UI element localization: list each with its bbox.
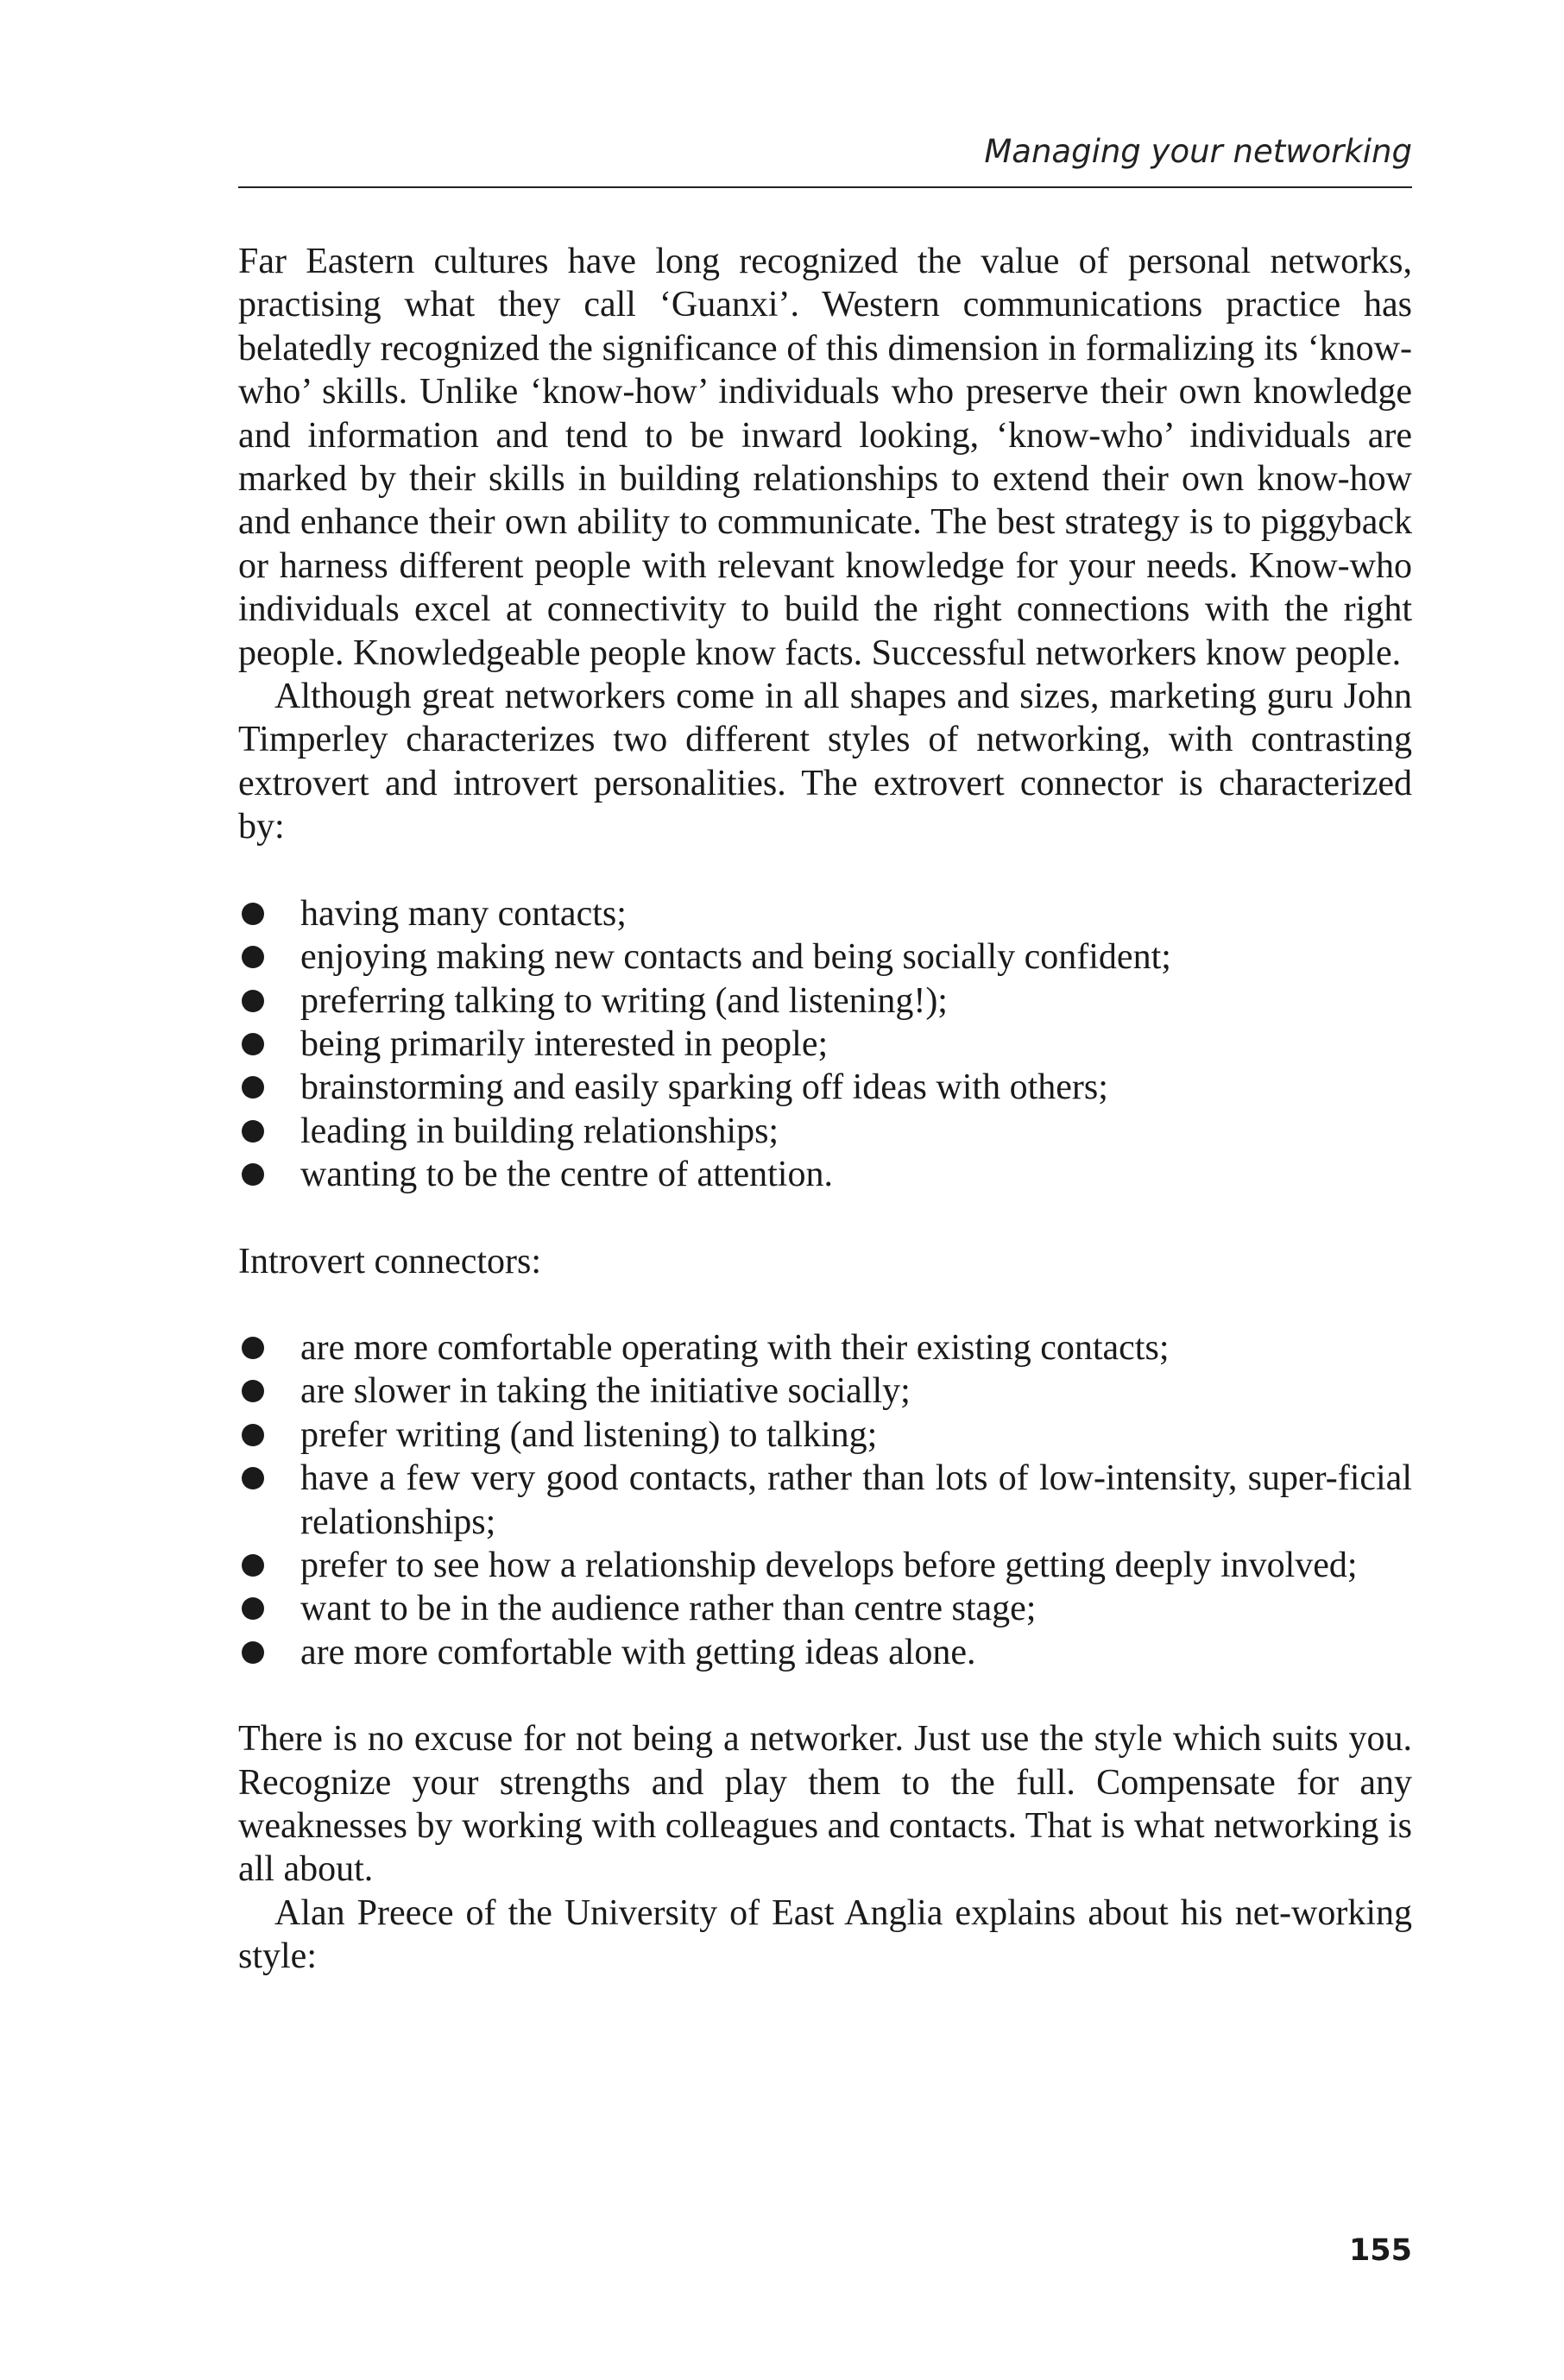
list-item: brainstorming and easily sparking off ideas with others; bbox=[238, 1066, 1412, 1109]
bullet-dot-icon bbox=[242, 1163, 264, 1186]
list-item: having many contacts; bbox=[238, 892, 1412, 935]
list-item: being primarily interested in people; bbox=[238, 1023, 1412, 1066]
page-body bbox=[238, 240, 1412, 1979]
list-item: have a few very good contacts, rather than lots of low-intensity, super-ficial relationships; bbox=[238, 1457, 1412, 1544]
bullet-dot-icon bbox=[242, 1641, 264, 1664]
list-item: are more comfortable with getting ideas alone. bbox=[238, 1631, 1412, 1674]
bullet-dot-icon bbox=[242, 1380, 264, 1402]
introvert-lead: Introvert connectors: bbox=[238, 1241, 542, 1281]
paragraph-alan-preece: Alan Preece of the University of East Anglia explains about his net-working style: bbox=[238, 1892, 1412, 1977]
list-item: are slower in taking the initiative socially; bbox=[238, 1369, 1412, 1413]
introvert-traits-list bbox=[238, 1326, 1412, 1674]
page-number: 155 bbox=[1348, 2233, 1412, 2268]
paragraph-no-excuse: There is no excuse for not being a networker. Just use the style which suits you. Recognize your strengths and play them to the full. Compensate for any weaknesses by working with colleagues and contacts. That is what networking is all about. bbox=[238, 1719, 1412, 1890]
list-item: are more comfortable operating with their existing contacts; bbox=[238, 1326, 1412, 1369]
list-item: enjoying making new contacts and being socially confident; bbox=[238, 935, 1412, 979]
bullet-dot-icon bbox=[242, 1337, 264, 1359]
header-rule bbox=[238, 186, 1412, 188]
bullet-dot-icon bbox=[242, 1554, 264, 1577]
bullet-dot-icon bbox=[242, 1597, 264, 1620]
bullet-dot-icon bbox=[242, 990, 264, 1012]
list-item: preferring talking to writing (and listening!); bbox=[238, 979, 1412, 1023]
list-item: prefer to see how a relationship develops before getting deeply involved; bbox=[238, 1544, 1412, 1587]
list-item: prefer writing (and listening) to talking; bbox=[238, 1414, 1412, 1457]
extrovert-traits-list bbox=[238, 892, 1412, 1197]
list-item: want to be in the audience rather than centre stage; bbox=[238, 1587, 1412, 1630]
bullet-dot-icon bbox=[242, 1424, 264, 1446]
bullet-dot-icon bbox=[242, 1033, 264, 1055]
paragraph-guanxi: Far Eastern cultures have long recognized the value of personal networks, practising what they call ‘Guanxi’. Western communications practice has belatedly recognized the significance of this dimension in formalizing its ‘know-who’ skills. Unlike ‘know-how’ individuals who preserve their own knowledge and information and tend to be inward looking, ‘know-who’ individuals are marked by their skills in building relationships to extend their own know-how and enhance their own ability to communicate. The best strategy is to piggyback or harness different people with relevant knowledge for your needs. Know-who individuals excel at connectivity to build the right connections with the right people. Knowledgeable people know facts. Successful networkers know people. bbox=[238, 242, 1412, 673]
list-item: leading in building relationships; bbox=[238, 1110, 1412, 1153]
bullet-dot-icon bbox=[242, 903, 264, 925]
bullet-dot-icon bbox=[242, 946, 264, 968]
running-head: Managing your networking bbox=[984, 133, 1412, 170]
bullet-dot-icon bbox=[242, 1120, 264, 1143]
list-item: wanting to be the centre of attention. bbox=[238, 1153, 1412, 1196]
paragraph-networking-styles: Although great networkers come in all shapes and sizes, marketing guru John Timperley characterizes two different styles of networking, with contrasting extrovert and introvert personalities. The extrovert connector is characterized by: bbox=[238, 677, 1412, 847]
bullet-dot-icon bbox=[242, 1076, 264, 1099]
bullet-dot-icon bbox=[242, 1467, 264, 1489]
